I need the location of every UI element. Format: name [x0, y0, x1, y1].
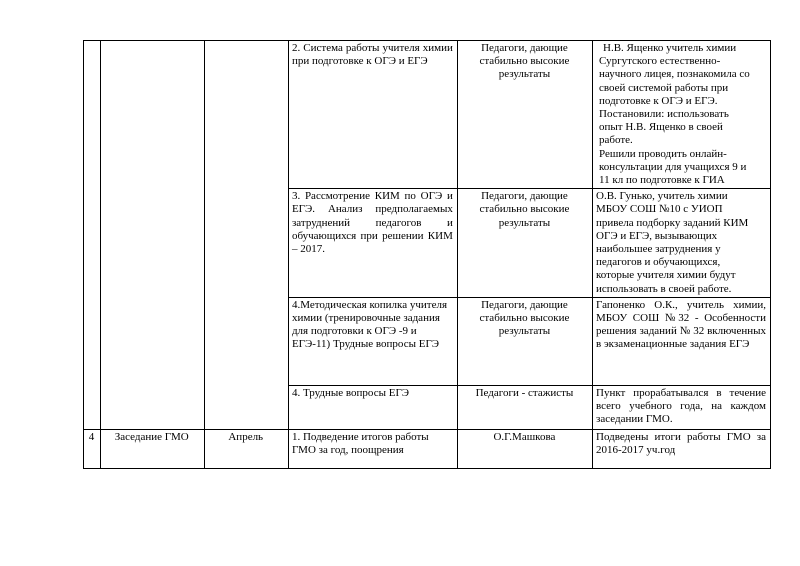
result-line: Н.В. Ященко учитель химии	[603, 42, 737, 54]
audience-cell: О.Г.Машкова	[457, 429, 592, 468]
month-cell: Апрель	[204, 429, 288, 468]
result-line: 11 кл по подготовке к ГИА	[599, 174, 725, 187]
result-cell: Гапоненко О.К., учитель химии, МБОУ СОШ №32 - Особенности решения заданий № 32 включенных в экзаменационные задания ЕГЭ	[593, 297, 771, 385]
event-cell	[100, 41, 204, 430]
topic-cell: 4.Методическая копилка учителя химии (тренировочные задания для подготовки к ОГЭ -9 и ЕГЭ-11) Трудные вопросы ЕГЭ	[288, 297, 457, 385]
result-line: своей системой работы при	[599, 81, 729, 94]
result-cell: Пункт прорабатывался в течение всего учебного года, на каждом заседании ГМО.	[593, 385, 771, 429]
audience-cell: Педагоги, дающие стабильно высокие результаты	[457, 189, 592, 298]
audience-cell: Педагоги, дающие стабильно высокие результаты	[457, 297, 592, 385]
result-line: Решили проводить онлайн-	[599, 147, 727, 160]
result-line: использовать в своей работе.	[596, 282, 732, 295]
result-line: консультации для учащихся 9 и	[599, 160, 747, 173]
result-line: наибольшее затруднения у	[596, 243, 721, 256]
result-cell: Подведены итоги работы ГМО за 2016-2017 уч.год	[593, 429, 771, 468]
audience-cell: Педагоги - стажисты	[457, 385, 592, 429]
result-line: которые учителя химии будут	[596, 269, 736, 282]
result-line: опыт Н.В. Ященко в своей	[599, 121, 723, 134]
result-line: МБОУ СОШ №10 с УИОП	[596, 203, 723, 216]
table-row	[84, 41, 771, 189]
result-line: педагогов и обучающихся,	[596, 256, 721, 269]
topic-cell: 1. Подведение итогов работы ГМО за год, поощрения	[288, 429, 457, 468]
result-cell	[593, 41, 771, 189]
result-line: ОГЭ и ЕГЭ, вызывающих	[596, 229, 718, 242]
meeting-plan-table	[83, 40, 771, 469]
result-line: привела подборку заданий КИМ	[596, 216, 749, 229]
num-cell	[84, 41, 101, 430]
result-line: работе.	[599, 134, 633, 147]
audience-cell: Педагоги, дающие стабильно высокие результаты	[457, 41, 592, 189]
result-line: научного лицея, познакомила со	[599, 68, 750, 81]
event-cell: Заседание ГМО	[100, 429, 204, 468]
result-line: подготовке к ОГЭ и ЕГЭ.	[599, 94, 718, 107]
num-cell: 4	[84, 429, 101, 468]
topic-cell: 3. Рассмотрение КИМ по ОГЭ и ЕГЭ. Анализ предполагаемых затруднений педагогов и обучающихся при решении КИМ – 2017.	[288, 189, 457, 298]
result-cell	[593, 189, 771, 298]
topic-cell: 2. Система работы учителя химии при подготовке к ОГЭ и ЕГЭ	[288, 41, 457, 189]
topic-cell: 4. Трудные вопросы ЕГЭ	[288, 385, 457, 429]
table-row	[84, 429, 771, 468]
month-cell	[204, 41, 288, 430]
result-line: Постановили: использовать	[599, 108, 729, 121]
result-line: О.В. Гунько, учитель химии	[596, 190, 728, 203]
result-line: Сургутского естественно-	[599, 55, 721, 68]
